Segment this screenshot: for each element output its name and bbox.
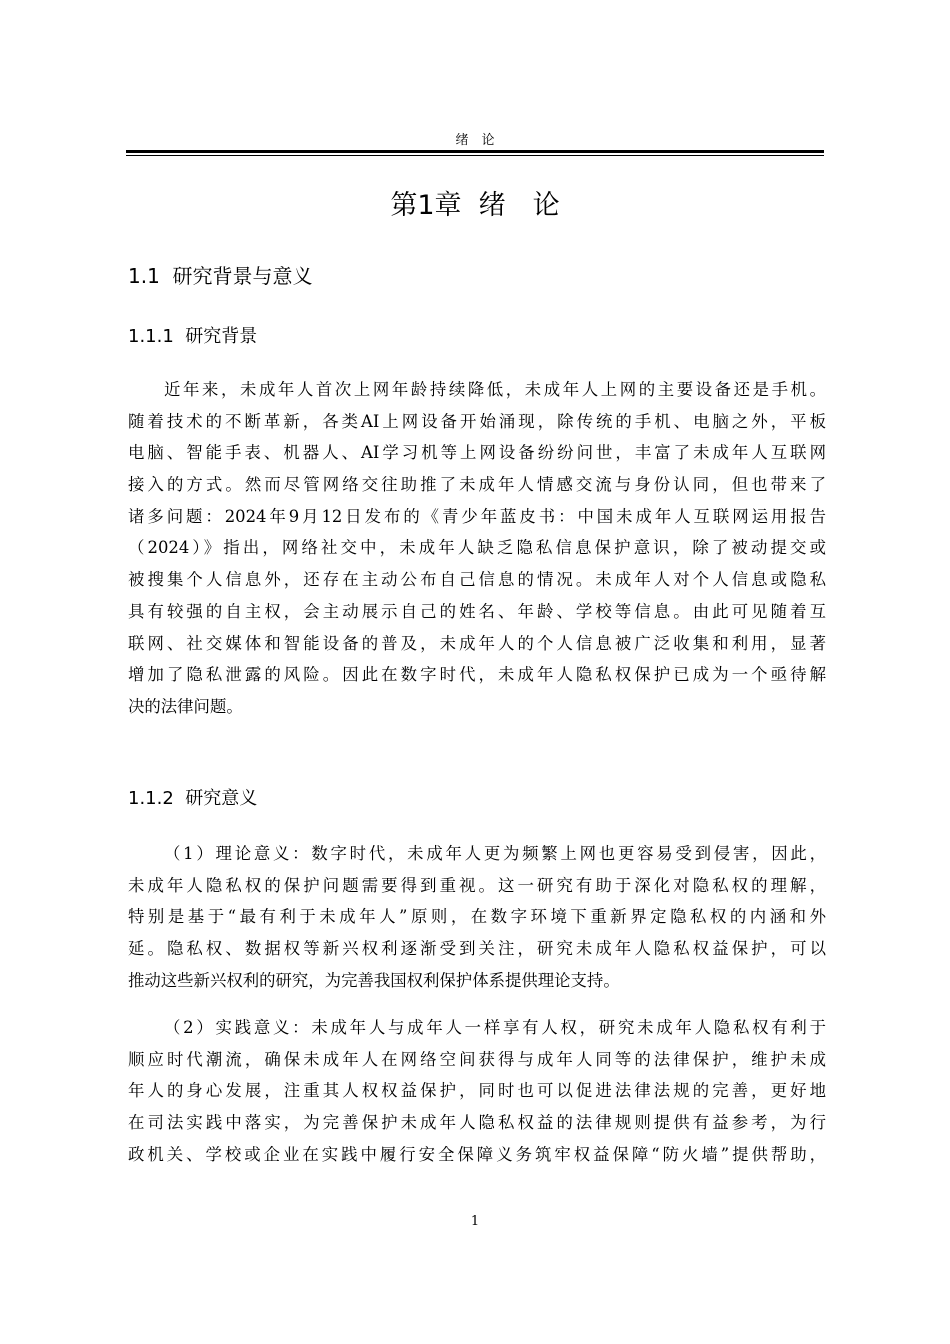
paragraph-research-background — [128, 374, 826, 723]
paragraph-line: 顺应时代潮流，确保未成年人在网络空间获得与成年人同等的法律保护，维护未成 — [128, 1049, 826, 1069]
paragraph-line: 联网、社交媒体和智能设备的普及，未成年人的个人信息被广泛收集和利用，显著 — [128, 633, 826, 653]
paragraph-line: 电脑、智能手表、机器人、AI学习机等上网设备纷纷问世，丰富了未成年人互联网 — [128, 443, 826, 463]
paragraph-line: 接入的方式。然而尽管网络交往助推了未成年人情感交流与身份认同，但也带来了 — [128, 475, 826, 495]
paragraph-line: 未成年人隐私权的保护问题需要得到重视。这一研究有助于深化对隐私权的理解， — [128, 875, 826, 895]
paragraph-theoretical-significance — [128, 838, 826, 996]
paragraph-line: （2024）》指出，网络社交中，未成年人缺乏隐私信息保护意识，除了被动提交或 — [128, 538, 826, 558]
paragraph-line: 增加了隐私泄露的风险。因此在数字时代，未成年人隐私权保护已成为一个亟待解 — [128, 665, 826, 685]
paragraph-line: 推动这些新兴权利的研究，为完善我国权利保护体系提供理论支持。 — [128, 970, 620, 990]
paragraph-line: 诸多问题：2024年9月12日发布的《青少年蓝皮书：中国未成年人互联网运用报告 — [128, 506, 826, 526]
paragraph-line: 延。隐私权、数据权等新兴权利逐渐受到关注，研究未成年人隐私权益保护，可以 — [128, 939, 826, 959]
section-heading-1-1: 1.1 研究背景与意义 — [128, 264, 313, 288]
paragraph-line: 政机关、学校或企业在实践中履行安全保障义务筑牢权益保障“防火墙”提供帮助， — [128, 1144, 826, 1164]
paragraph-line: 决的法律问题。 — [128, 696, 243, 716]
paragraph-line: 在司法实践中落实，为完善保护未成年人隐私权益的法律规则提供有益参考，为行 — [128, 1113, 826, 1133]
page-number: 1 — [470, 1214, 480, 1229]
paragraph-line: 被搜集个人信息外，还存在主动公布自己信息的情况。未成年人对个人信息或隐私 — [128, 570, 826, 590]
paragraph-line: （1）理论意义：数字时代，未成年人更为频繁上网也更容易受到侵害，因此， — [164, 844, 826, 863]
paragraph-line: 具有较强的自主权，会主动展示自己的姓名、年龄、学校等信息。由此可见随着互 — [128, 601, 826, 621]
paragraph-line: 年人的身心发展，注重其人权权益保护，同时也可以促进法律法规的完善，更好地 — [128, 1081, 826, 1101]
paragraph-practical-significance — [128, 1012, 826, 1170]
section-heading-1-1-2: 1.1.2 研究意义 — [128, 788, 258, 809]
running-header: 绪 论 — [455, 133, 495, 148]
paragraph-line: 特别是基于“最有利于未成年人”原则，在数字环境下重新界定隐私权的内涵和外 — [128, 907, 826, 927]
chapter-title: 第1章 绪 论 — [390, 190, 560, 221]
header-rule-thick — [126, 150, 824, 153]
header-rule-thin — [126, 155, 824, 156]
paragraph-line: 近年来，未成年人首次上网年龄持续降低，未成年人上网的主要设备还是手机。 — [164, 380, 826, 399]
paragraph-line: （2）实践意义：未成年人与成年人一样享有人权，研究未成年人隐私权有利于 — [164, 1018, 826, 1037]
section-heading-1-1-1: 1.1.1 研究背景 — [128, 326, 258, 347]
paragraph-line: 随着技术的不断革新，各类AI上网设备开始涌现，除传统的手机、电脑之外，平板 — [128, 411, 826, 431]
